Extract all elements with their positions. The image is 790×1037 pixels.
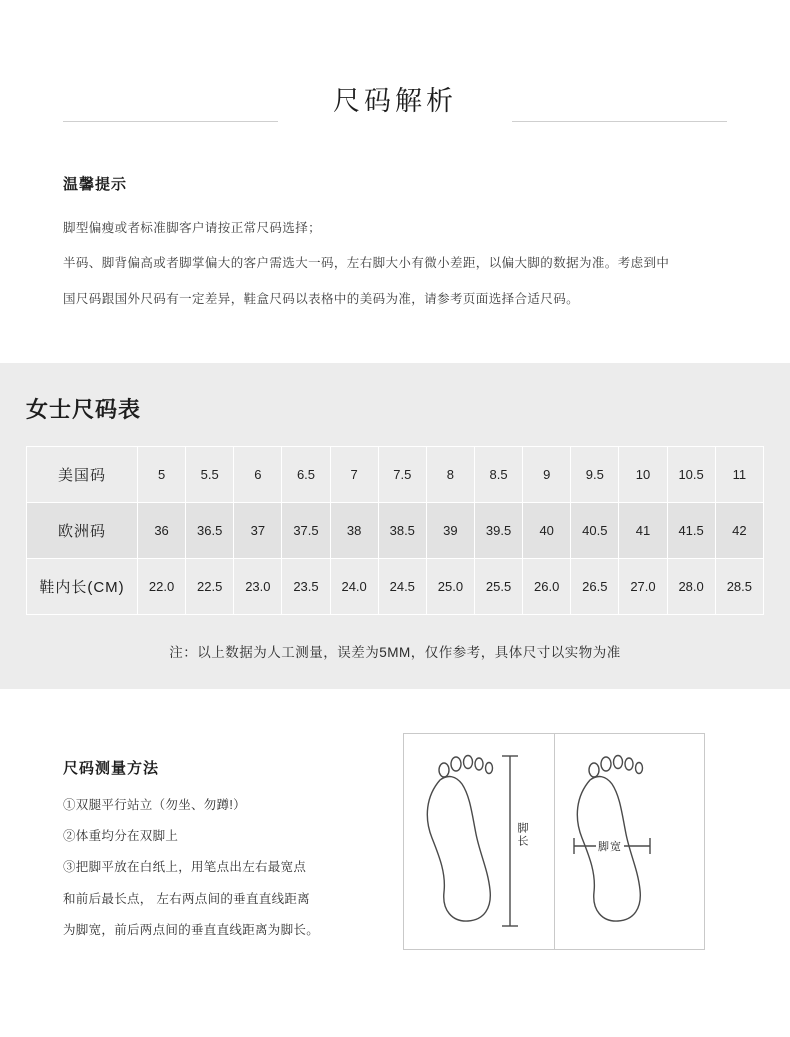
table-cell: 28.5 xyxy=(715,559,763,615)
title-section xyxy=(0,0,790,115)
table-cell: 39.5 xyxy=(474,503,522,559)
table-cell: 37.5 xyxy=(282,503,330,559)
measure-text-block xyxy=(63,733,393,950)
table-cell: 23.5 xyxy=(282,559,330,615)
foot-width-label: 脚宽 xyxy=(596,838,624,854)
table-cell: 7.5 xyxy=(378,447,426,503)
table-cell: 27.0 xyxy=(619,559,667,615)
table-cell: 6 xyxy=(234,447,282,503)
page-title: 尺码解析 xyxy=(315,88,475,115)
tips-line: 半码、脚背偏高或者脚掌偏大的客户需选大一码，左右脚大小有微小差距，以偏大脚的数据为准。考虑到中 xyxy=(63,256,670,271)
table-row xyxy=(27,503,764,559)
measure-line: 和前后最长点， 左右两点间的垂直直线距离 xyxy=(63,891,310,906)
table-cell: 38 xyxy=(330,503,378,559)
table-row xyxy=(27,559,764,615)
measure-heading: 尺码测量方法 xyxy=(63,760,160,778)
measure-section xyxy=(0,689,790,950)
table-cell: 39 xyxy=(426,503,474,559)
table-cell: 8.5 xyxy=(474,447,522,503)
table-cell: 24.5 xyxy=(378,559,426,615)
measure-line: 为脚宽，前后两点间的垂直直线距离为脚长。 xyxy=(63,922,320,937)
table-cell: 36 xyxy=(138,503,186,559)
table-cell: 9.5 xyxy=(571,447,619,503)
table-cell: 9 xyxy=(523,447,571,503)
table-cell: 41 xyxy=(619,503,667,559)
foot-measurement-diagram xyxy=(403,733,705,950)
table-cell: 11 xyxy=(715,447,763,503)
table-cell: 40 xyxy=(523,503,571,559)
table-cell: 5 xyxy=(138,447,186,503)
foot-length-diagram xyxy=(404,734,554,949)
foot-length-icon xyxy=(404,734,553,947)
table-cell: 25.0 xyxy=(426,559,474,615)
table-cell: 37 xyxy=(234,503,282,559)
measure-line: ②体重均分在双脚上 xyxy=(63,829,179,844)
table-cell: 26.0 xyxy=(523,559,571,615)
table-cell: 42 xyxy=(715,503,763,559)
row-label: 美国码 xyxy=(27,447,138,503)
table-cell: 10.5 xyxy=(667,447,715,503)
table-cell: 22.5 xyxy=(186,559,234,615)
measure-line: ①双腿平行站立（勿坐、勿蹲!） xyxy=(63,798,246,813)
table-cell: 26.5 xyxy=(571,559,619,615)
table-cell: 5.5 xyxy=(186,447,234,503)
table-cell: 7 xyxy=(330,447,378,503)
tips-heading: 温馨提示 xyxy=(63,176,128,193)
measure-line: ③把脚平放在白纸上，用笔点出左右最宽点 xyxy=(63,860,307,875)
table-cell: 41.5 xyxy=(667,503,715,559)
table-cell: 10 xyxy=(619,447,667,503)
table-cell: 36.5 xyxy=(186,503,234,559)
table-row xyxy=(27,447,764,503)
tips-line: 国尺码跟国外尺码有一定差异，鞋盒尺码以表格中的美码为准，请参考页面选择合适尺码。 xyxy=(63,291,580,306)
row-label: 鞋内长(CM) xyxy=(27,559,138,615)
foot-width-icon xyxy=(554,734,703,947)
row-label: 欧洲码 xyxy=(27,503,138,559)
foot-width-diagram xyxy=(554,734,704,949)
title-rule-left xyxy=(63,121,278,122)
table-cell: 25.5 xyxy=(474,559,522,615)
tips-line: 脚型偏瘦或者标准脚客户请按正常尺码选择； xyxy=(63,221,322,235)
table-cell: 24.0 xyxy=(330,559,378,615)
table-cell: 6.5 xyxy=(282,447,330,503)
tips-section xyxy=(0,115,790,311)
size-table xyxy=(26,446,764,615)
size-table-heading: 女士尺码表 xyxy=(26,397,142,423)
table-cell: 8 xyxy=(426,447,474,503)
foot-length-label: 脚长 xyxy=(516,822,528,849)
table-cell: 22.0 xyxy=(138,559,186,615)
size-table-section xyxy=(0,363,790,689)
title-rule-right xyxy=(512,121,727,122)
table-cell: 40.5 xyxy=(571,503,619,559)
size-table-note: 注：以上数据为人工测量，误差为5MM，仅作参考，具体尺寸以实物为准 xyxy=(169,645,621,661)
table-cell: 38.5 xyxy=(378,503,426,559)
table-cell: 23.0 xyxy=(234,559,282,615)
table-cell: 28.0 xyxy=(667,559,715,615)
